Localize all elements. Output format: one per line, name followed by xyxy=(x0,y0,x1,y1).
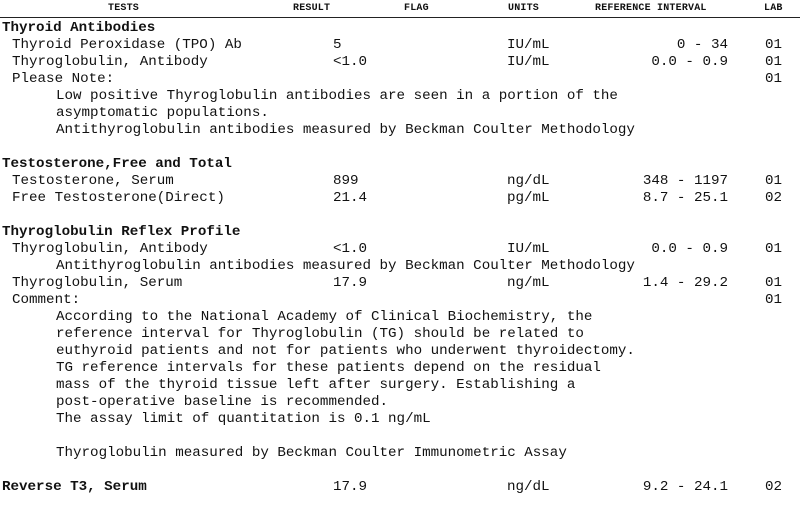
test-name: Thyroid Peroxidase (TPO) Ab xyxy=(12,37,242,53)
note-text: Thyroglobulin measured by Beckman Coulter Immunometric Assay xyxy=(56,445,567,461)
note-line xyxy=(0,377,800,394)
test-row xyxy=(0,173,800,190)
test-row xyxy=(0,275,800,292)
test-name: Testosterone, Serum xyxy=(12,173,174,189)
note-line xyxy=(0,445,800,462)
test-result: 899 xyxy=(333,173,359,189)
note-text: Low positive Thyroglobulin antibodies are seen in a portion of the xyxy=(56,88,618,104)
note-line xyxy=(0,88,800,105)
test-result: <1.0 xyxy=(333,54,368,70)
header-flag: FLAG xyxy=(404,3,429,14)
header-result: RESULT xyxy=(293,3,331,14)
header-reference-interval: REFERENCE INTERVAL xyxy=(595,3,707,14)
test-units: ng/dL xyxy=(507,479,550,495)
test-units: pg/mL xyxy=(507,190,550,206)
test-row xyxy=(0,479,800,496)
test-row xyxy=(0,292,800,309)
lab-code: 01 xyxy=(765,71,783,87)
blank-line xyxy=(0,428,800,445)
reference-interval: 1.4 - 29.2 xyxy=(642,275,728,291)
note-text: mass of the thyroid tissue left after surgery. Establishing a xyxy=(56,377,576,393)
lab-code: 01 xyxy=(765,275,783,291)
note-text: reference interval for Thyroglobulin (TG) should be related to xyxy=(56,326,584,342)
test-result: <1.0 xyxy=(333,241,368,257)
lab-code: 01 xyxy=(765,37,783,53)
test-units: IU/mL xyxy=(507,54,550,70)
reference-interval: 348 - 1197 xyxy=(642,173,728,189)
reference-interval: 0.0 - 0.9 xyxy=(651,54,728,70)
note-text: TG reference intervals for these patients depend on the residual xyxy=(56,360,601,376)
note-line xyxy=(0,309,800,326)
lab-code: 01 xyxy=(765,54,783,70)
section-heading-row xyxy=(0,20,800,37)
test-result: 5 xyxy=(333,37,342,53)
note-text: Antithyroglobulin antibodies measured by Beckman Coulter Methodology xyxy=(56,258,635,274)
lab-code: 02 xyxy=(765,479,783,495)
test-name: Comment: xyxy=(12,292,81,308)
header-divider xyxy=(0,17,800,18)
section-heading: Thyroglobulin Reflex Profile xyxy=(2,224,241,240)
note-line xyxy=(0,258,800,275)
section-heading-row xyxy=(0,224,800,241)
test-row xyxy=(0,241,800,258)
test-row xyxy=(0,54,800,71)
test-units: IU/mL xyxy=(507,37,550,53)
blank-line xyxy=(0,207,800,224)
test-name: Free Testosterone(Direct) xyxy=(12,190,225,206)
lab-code: 01 xyxy=(765,173,783,189)
note-text: According to the National Academy of Clinical Biochemistry, the xyxy=(56,309,593,325)
reference-interval: 0.0 - 0.9 xyxy=(651,241,728,257)
note-line xyxy=(0,411,800,428)
test-units: IU/mL xyxy=(507,241,550,257)
note-line xyxy=(0,326,800,343)
note-text: asymptomatic populations. xyxy=(56,105,269,121)
test-units: ng/dL xyxy=(507,173,550,189)
blank-line xyxy=(0,139,800,156)
note-line xyxy=(0,360,800,377)
note-line xyxy=(0,394,800,411)
header-units: UNITS xyxy=(508,3,540,14)
test-row xyxy=(0,37,800,54)
test-name: Reverse T3, Serum xyxy=(2,479,147,495)
test-row xyxy=(0,71,800,88)
test-result: 17.9 xyxy=(333,479,368,495)
header-lab: LAB xyxy=(764,3,783,14)
note-line xyxy=(0,122,800,139)
note-text: euthyroid patients and not for patients who underwent thyroidectomy. xyxy=(56,343,635,359)
section-heading-row xyxy=(0,156,800,173)
note-text: post-operative baseline is recommended. xyxy=(56,394,389,410)
test-result: 21.4 xyxy=(333,190,368,206)
test-result: 17.9 xyxy=(333,275,368,291)
note-text: Antithyroglobulin antibodies measured by Beckman Coulter Methodology xyxy=(56,122,635,138)
column-header-row xyxy=(0,0,800,17)
lab-code: 02 xyxy=(765,190,783,206)
blank-line xyxy=(0,462,800,479)
section-heading: Testosterone,Free and Total xyxy=(2,156,232,172)
lab-code: 01 xyxy=(765,241,783,257)
test-name: Thyroglobulin, Antibody xyxy=(12,241,208,257)
reference-interval: 9.2 - 24.1 xyxy=(642,479,728,495)
reference-interval: 0 - 34 xyxy=(676,37,728,53)
test-name: Thyroglobulin, Antibody xyxy=(12,54,208,70)
section-heading: Thyroid Antibodies xyxy=(2,20,156,36)
note-text: The assay limit of quantitation is 0.1 ng/mL xyxy=(56,411,431,427)
lab-code: 01 xyxy=(765,292,783,308)
note-line xyxy=(0,343,800,360)
note-line xyxy=(0,105,800,122)
reference-interval: 8.7 - 25.1 xyxy=(642,190,728,206)
test-row xyxy=(0,190,800,207)
test-units: ng/mL xyxy=(507,275,550,291)
header-tests: TESTS xyxy=(108,3,140,14)
test-name: Please Note: xyxy=(12,71,115,87)
test-name: Thyroglobulin, Serum xyxy=(12,275,183,291)
